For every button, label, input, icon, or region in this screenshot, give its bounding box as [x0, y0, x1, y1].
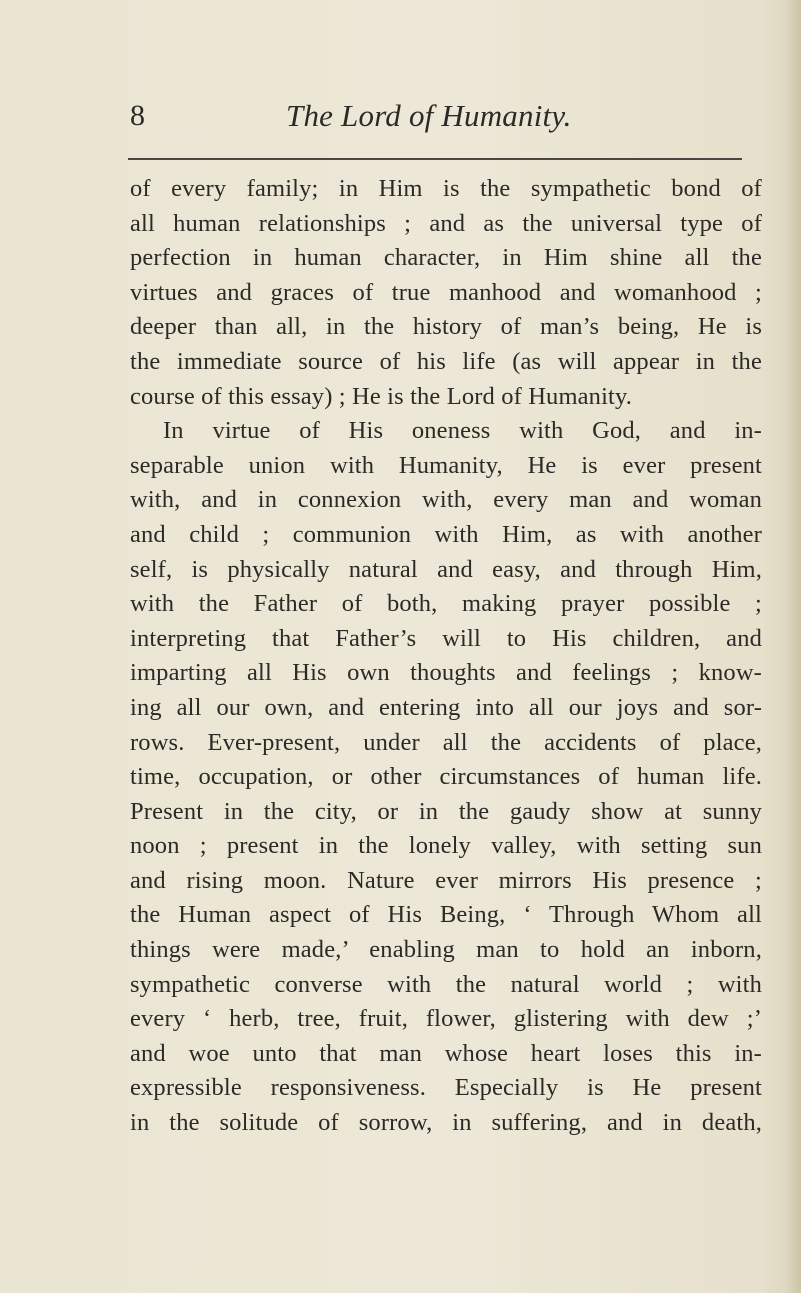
text-line: expressible responsiveness. Especially is He present — [130, 1074, 762, 1102]
text-line: with the Father of both, making prayer possible ; — [130, 590, 762, 618]
text-line: every ‘ herb, tree, fruit, flower, glistering with dew ;’ — [130, 1005, 762, 1033]
text-line: and child ; communion with Him, as with another — [130, 520, 762, 548]
text-line: rows. Ever-present, under all the accidents of place, — [130, 728, 762, 756]
text-line: with, and in connexion with, every man and woman — [130, 486, 762, 514]
text-line: the Human aspect of His Being, ‘ Through Whom all — [130, 901, 762, 929]
text-line: things were made,’ enabling man to hold an inborn, — [130, 936, 762, 964]
text-line: virtues and graces of true manhood and womanhood ; — [130, 278, 762, 306]
text-line: course of this essay) ; He is the Lord of Humanity. — [130, 382, 633, 410]
page-number: 8 — [130, 99, 145, 132]
running-title: The Lord of Humanity. — [286, 98, 572, 133]
text-line: self, is physically natural and easy, and through Him, — [130, 555, 762, 583]
text-line: in the solitude of sorrow, in suffering, and in death, — [130, 1109, 762, 1137]
text-line: interpreting that Father’s will to His children, and — [130, 624, 762, 652]
text-line: time, occupation, or other circumstances of human life. — [130, 763, 762, 791]
text-line: separable union with Humanity, He is ever present — [130, 451, 762, 479]
text-line: perfection in human character, in Him shine all the — [130, 244, 762, 272]
text-line: Present in the city, or in the gaudy show at sunny — [130, 797, 762, 825]
text-line: In virtue of His oneness with God, and in- — [163, 417, 762, 445]
text-line: deeper than all, in the history of man’s being, He is — [130, 313, 762, 341]
text-line: ing all our own, and entering into all our joys and sor- — [130, 693, 762, 721]
text-line: of every family; in Him is the sympathetic bond of — [130, 175, 762, 202]
text-line: all human relationships ; and as the universal type of — [130, 209, 762, 237]
text-line: and rising moon. Nature ever mirrors His presence ; — [130, 866, 762, 894]
text-line: imparting all His own thoughts and feelings ; know- — [130, 659, 762, 687]
text-line: and woe unto that man whose heart loses this in- — [130, 1039, 762, 1067]
header-rule — [128, 158, 742, 160]
body-text — [130, 172, 762, 1141]
text-line: the immediate source of his life (as will appear in the — [130, 347, 762, 375]
page-header — [130, 96, 745, 140]
text-line: noon ; present in the lonely valley, with setting sun — [130, 832, 762, 860]
text-line: sympathetic converse with the natural world ; with — [130, 970, 762, 998]
page-edge-shadow — [787, 0, 801, 1293]
